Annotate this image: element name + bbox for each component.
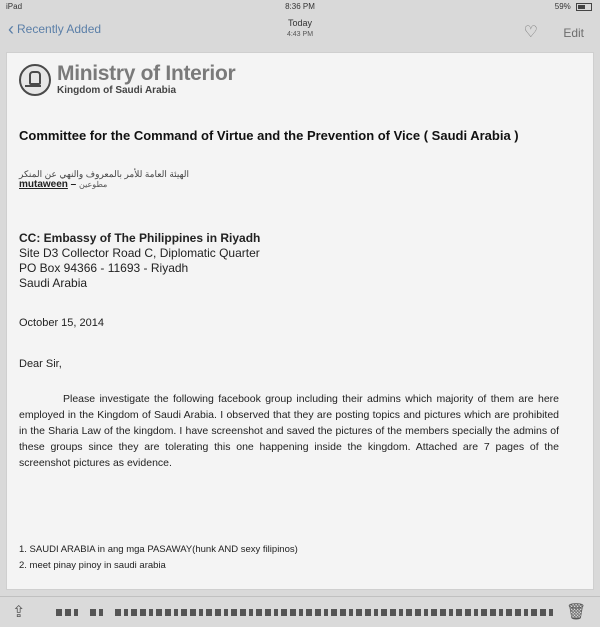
mutaween-label: mutaween <box>19 179 68 190</box>
ministry-name: Ministry of Interior <box>57 62 236 85</box>
recipient-address <box>19 231 260 291</box>
trash-icon[interactable]: 🗑 <box>566 604 587 621</box>
nav-title-text: Today <box>287 18 313 28</box>
address-line-2: Site D3 Collector Road C, Diplomatic Quarter <box>19 246 260 260</box>
share-icon[interactable]: ⇪ <box>12 604 26 621</box>
committee-arabic: الهيئة العامة للأمر بالمعروف والنهي عن المنكر <box>19 169 189 179</box>
battery-icon <box>576 3 592 11</box>
letter-date: October 15, 2014 <box>19 317 105 329</box>
address-line-3: PO Box 94366 - 11693 - Riyadh <box>19 261 189 275</box>
list-item: 2. meet pinay pinoy in saudi arabia <box>19 560 166 571</box>
battery-percent: 59% <box>554 2 571 11</box>
heart-icon[interactable]: ♡ <box>523 24 538 41</box>
navigation-bar <box>0 14 600 50</box>
blurred-format-bar <box>56 608 556 616</box>
nav-subtitle: 4:43 PM <box>286 31 314 38</box>
committee-title: Committee for the Command of Virtue and the Prevention of Vice ( Saudi Arabia ) <box>19 128 519 143</box>
letter-body: Please investigate the following facebook group including their admins which majority of them are here employed in the Kingdom of Saudi Arabia. I observed that they are posting topics and pictures which are prohibited in the Sharia Law of the kingdom. I have screenshot and saved the pictures of the members specially the admins of these groups since they are tolerating this one happening inside the kingdom. Attached are 7 pages of the screenshot pictures as evidence. <box>19 393 559 469</box>
kingdom-name: Kingdom of Saudi Arabia <box>57 85 177 96</box>
group-list <box>19 542 298 574</box>
address-line-1: CC: Embassy of The Philippines in Riyadh <box>19 231 261 245</box>
mutaween-line <box>19 179 107 190</box>
nav-title <box>0 18 600 40</box>
carrier-label: iPad <box>6 2 23 11</box>
letterhead <box>19 63 235 96</box>
chevron-left-icon: ‹ <box>8 19 14 39</box>
document-image <box>6 52 594 590</box>
list-item: 1. SAUDI ARABIA in ang mga PASAWAY(hunk AND sexy filipinos) <box>19 544 298 555</box>
back-label: Recently Added <box>17 22 102 36</box>
status-bar <box>0 0 600 14</box>
edit-button[interactable]: Edit <box>563 26 584 40</box>
address-line-4: Saudi Arabia <box>19 276 88 290</box>
mutaween-arabic: مطوعين <box>79 180 108 189</box>
mutaween-dash: – <box>67 179 80 190</box>
salutation: Dear Sir, <box>19 358 62 370</box>
status-time: 8:36 PM <box>285 2 315 11</box>
battery-indicator <box>555 2 592 11</box>
ministry-seal-icon <box>19 64 51 96</box>
bottom-toolbar <box>0 596 600 627</box>
